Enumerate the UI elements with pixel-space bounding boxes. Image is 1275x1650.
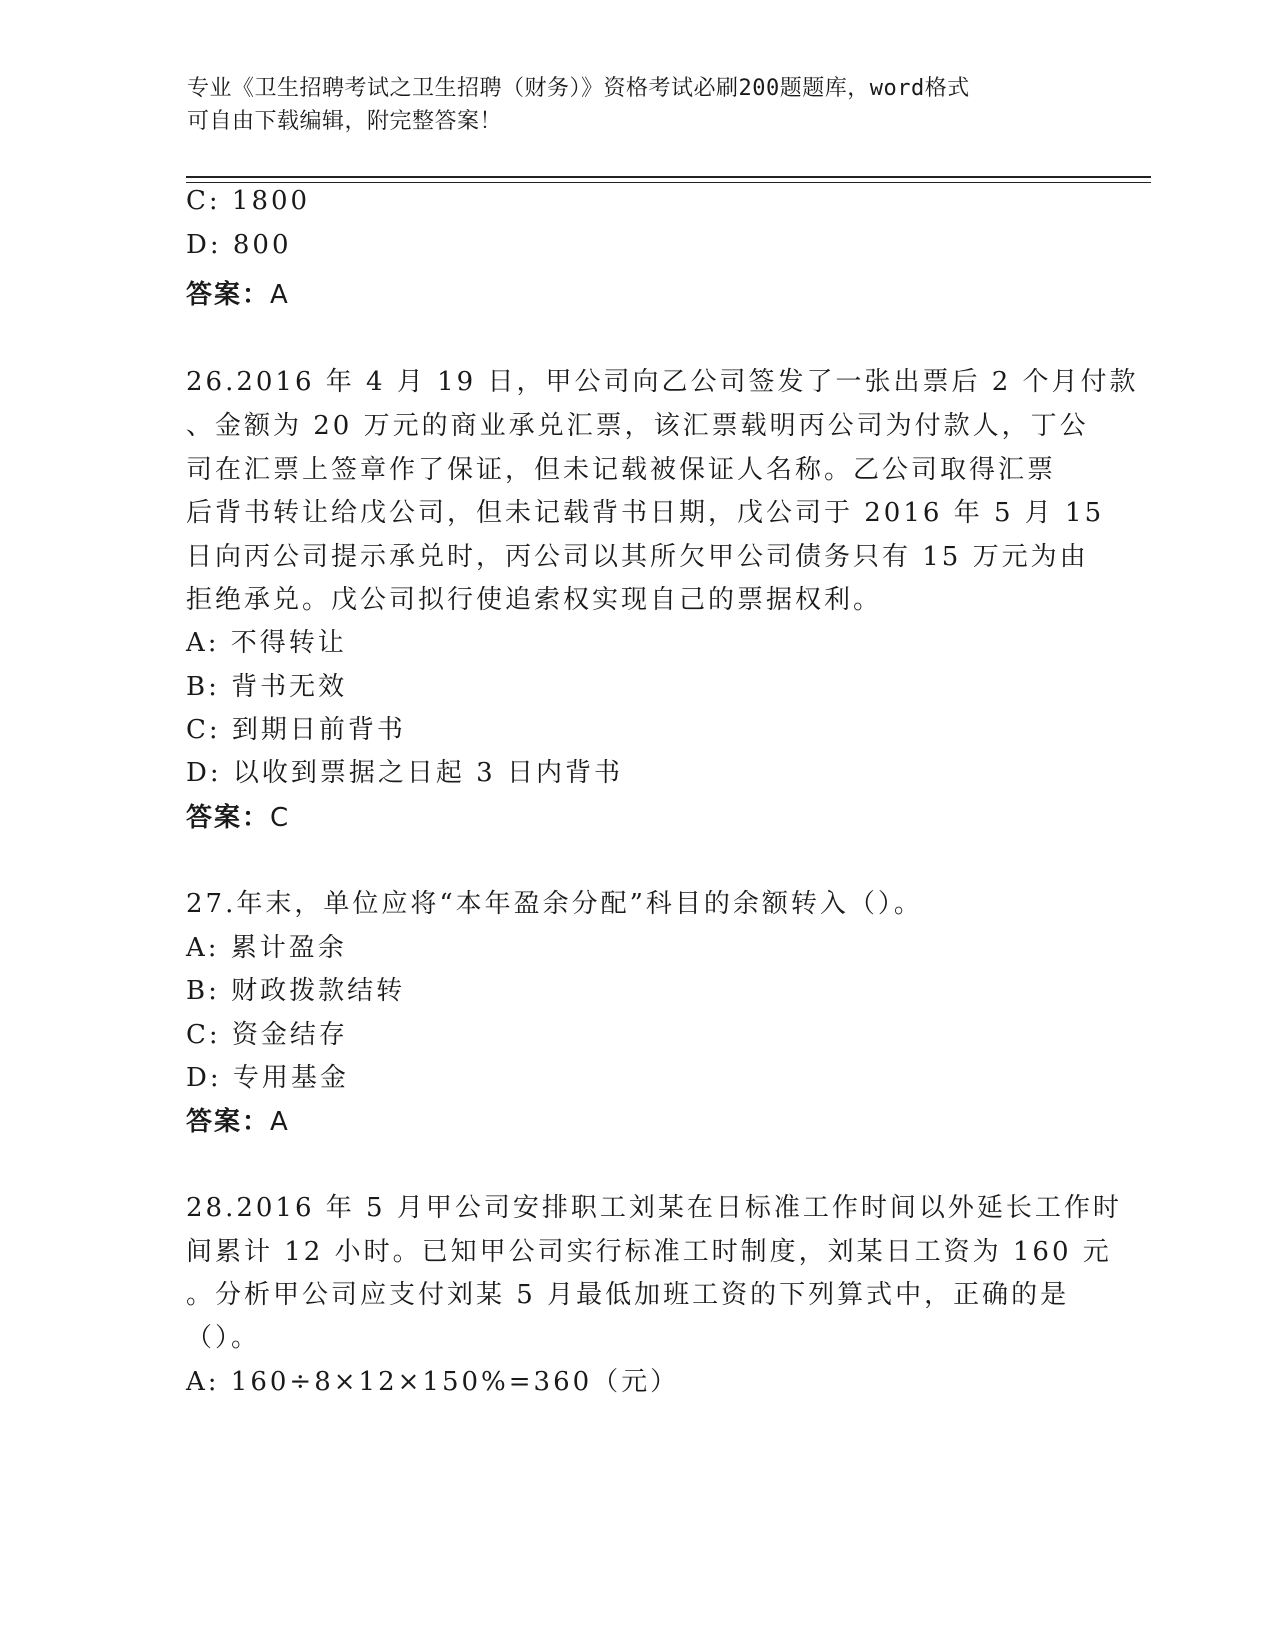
q26-option-c: C: 到期日前背书: [186, 715, 406, 745]
q27-answer: [186, 1101, 289, 1138]
q26-stem-line: 日向丙公司提示承兑时，丙公司以其所欠甲公司债务只有 15 万元为由: [186, 542, 1089, 572]
q26-option-b: B: 背书无效: [186, 672, 348, 702]
answer-value: A: [270, 1107, 289, 1137]
q27-option-b: B: 财政拨款结转: [186, 976, 406, 1006]
q28-stem-line: （）。: [186, 1323, 261, 1353]
q28-option-a: A: 160÷8×12×150%=360（元）: [186, 1367, 680, 1397]
answer-value: C: [270, 803, 290, 833]
q26-stem-line: 司在汇票上签章作了保证，但未记载被保证人名称。乙公司取得汇票: [186, 455, 1057, 485]
q26-stem-line: 拒绝承兑。戊公司拟行使追索权实现自己的票据权利。: [186, 585, 883, 615]
q26-stem-line: 26.2016 年 4 月 19 日，甲公司向乙公司签发了一张出票后 2 个月付款: [186, 367, 1139, 397]
answer-label: 答案：: [186, 1107, 271, 1137]
answer-label: 答案：: [186, 280, 271, 310]
q26-option-d: D: 以收到票据之日起 3 日内背书: [186, 758, 623, 788]
q28-stem-line: 28.2016 年 5 月甲公司安排职工刘某在日标准工作时间以外延长工作时: [186, 1193, 1122, 1223]
q26-stem-line: 后背书转让给戊公司，但未记载背书日期，戊公司于 2016 年 5 月 15: [186, 498, 1105, 528]
q27-option-d: D: 专用基金: [186, 1063, 349, 1093]
q25-option-d: D: 800: [186, 230, 292, 260]
q27-option-c: C: 资金结存: [186, 1020, 348, 1050]
header-line-1: 专业《卫生招聘考试之卫生招聘（财务）》资格考试必刷200题题库，word格式: [187, 76, 970, 101]
q25-option-c: C: 1800: [186, 186, 311, 216]
q28-stem-line: 。分析甲公司应支付刘某 5 月最低加班工资的下列算式中，正确的是: [186, 1280, 1070, 1310]
header-divider-thick: [186, 176, 1151, 178]
q25-answer: [186, 274, 289, 311]
answer-value: A: [270, 280, 289, 310]
header-line-2: 可自由下载编辑，附完整答案！: [187, 109, 503, 134]
q28-stem-line: 间累计 12 小时。已知甲公司实行标准工时制度，刘某日工资为 160 元: [186, 1237, 1112, 1267]
document-header: [187, 72, 1067, 138]
q27-stem-line: 27.年末，单位应将“本年盈余分配”科目的余额转入（）。: [186, 889, 923, 919]
header-divider-thin: [186, 182, 1151, 183]
answer-label: 答案：: [186, 803, 271, 833]
q26-answer: [186, 797, 289, 834]
q26-stem-line: 、金额为 20 万元的商业承兑汇票，该汇票载明丙公司为付款人，丁公: [186, 411, 1089, 441]
q27-option-a: A: 累计盈余: [186, 933, 347, 963]
q26-option-a: A: 不得转让: [186, 628, 347, 658]
